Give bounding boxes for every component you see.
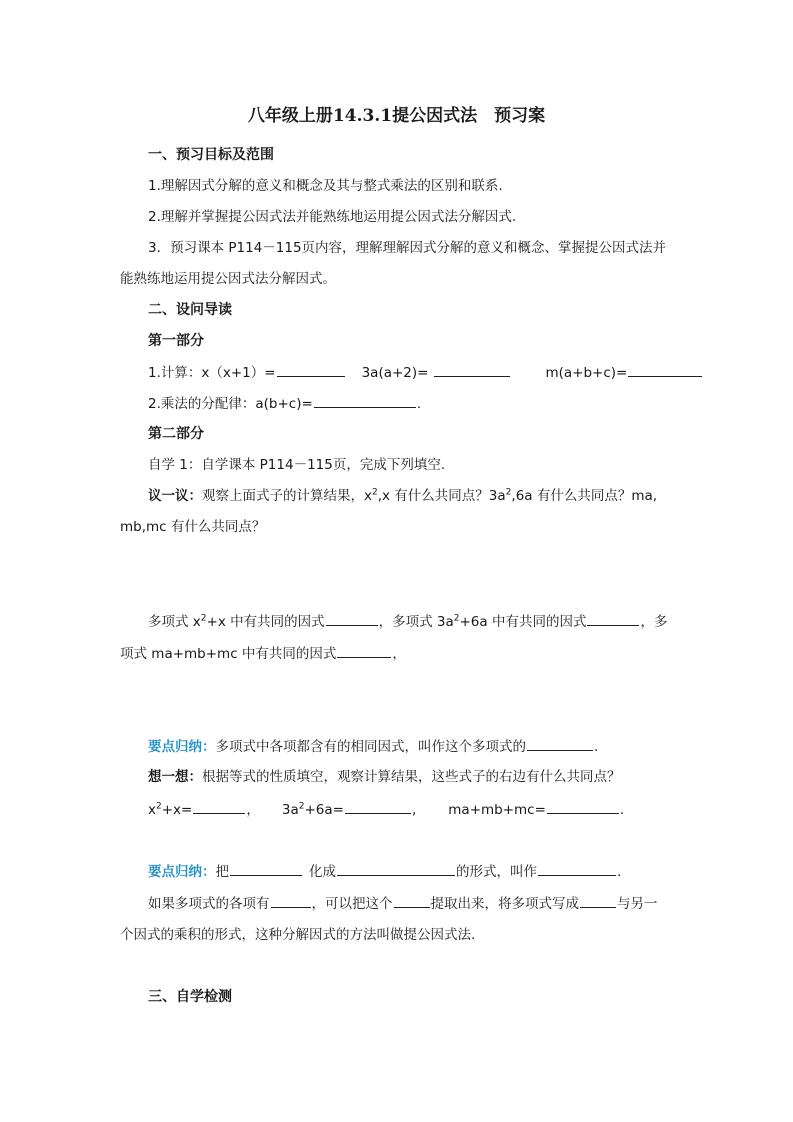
key-point-2: 要点归纳：把 化成 的形式，叫作 . [148,861,621,882]
key-point-1-blank[interactable] [527,736,593,751]
objective-3-cont: 能熟练地运用提公因式法分解因式。 [120,271,336,287]
section1-heading: 一、预习目标及范围 [148,147,274,163]
common-factor-blank-2[interactable] [587,611,639,626]
section3-heading: 三、自学检测 [148,989,232,1005]
calc3-text: m(a+b+c)= [545,365,628,381]
discuss-label: 议一议： [148,488,202,504]
polynomial-line: 多项式 $x^2+x$ 中有共同的因式 ，多项式 $3a^2+6a$ 中有共同的因式 ，多 [148,611,667,632]
section2-heading: 二、设问导读 [148,302,232,318]
key-point-2-blank-3[interactable] [538,861,616,876]
discuss-line: 议一议：观察上面式子的计算结果，$x^2,x$ 有什么共同点？$3a^2,6a$ 有什么共同点？ma, [148,487,658,504]
distributive-end: . [416,396,422,412]
key-point-2-blank-1[interactable] [230,861,302,876]
eq3-blank[interactable] [547,799,619,814]
calc-label: 1.计算： [148,365,202,381]
discuss-line-cont: mb,mc 有什么共同点？ [120,519,266,535]
objective-1: 1.理解因式分解的意义和概念及其与整式乘法的区别和联系. [148,178,503,194]
calc2-text: 3a(a+2)= [361,365,429,381]
common-factor-blank-1[interactable] [326,611,378,626]
objective-3: 3．预习课本 P114－115页内容，理解理解因式分解的意义和概念、掌握提公因式法并 [148,240,667,256]
calc1-blank[interactable] [277,362,345,377]
distributive-label: 2.乘法的分配律：a(b+c)= [148,396,313,412]
key-point-2-blank-2[interactable] [337,861,455,876]
key-point-1-label: 要点归纳： [148,739,216,755]
polynomial-line-cont: 项式 ma+mb+mc 中有共同的因式 ， [120,643,406,664]
eq2-blank[interactable] [345,799,411,814]
rule-blank-1[interactable] [271,893,311,908]
rule-line: 如果多项式的各项有 ，可以把这个 提取出来，将多项式写成 与另一 [148,893,658,914]
rule-blank-3[interactable] [580,893,616,908]
key-point-1: 要点归纳：多项式中各项都含有的相同因式，叫作这个多项式的 . [148,736,598,757]
key-point-2-label: 要点归纳： [148,864,216,880]
rule-blank-2[interactable] [394,893,430,908]
think-label: 想一想： [148,769,202,785]
page-title: 八年级上册14.3.1提公因式法 预习案 [247,106,546,126]
common-factor-blank-3[interactable] [337,643,391,658]
part2-heading: 第二部分 [148,426,204,442]
part1-heading: 第一部分 [148,333,204,349]
rule-line-cont: 个因式的乘积的形式，这种分解因式的方法叫做提公因式法. [120,927,476,943]
self-study-line: 自学 1：自学课本 P114－115页，完成下列填空. [148,457,446,473]
think-line: 想一想：根据等式的性质填空，观察计算结果，这些式子的右边有什么共同点？ [148,769,621,785]
calc2-blank[interactable] [434,362,510,377]
eq1-blank[interactable] [193,799,245,814]
distributive-line [148,393,421,414]
equations-line: $x^2+x=$ ， $3a^2+6a=$ , ma+mb+mc= . [148,799,624,820]
calc3-blank[interactable] [628,362,702,377]
calc-line [148,362,703,383]
objective-2: 2.理解并掌握提公因式法并能熟练地运用提公因式法分解因式. [148,209,517,225]
calc1-text: x（x+1）= [201,365,276,381]
distributive-blank[interactable] [314,393,416,408]
